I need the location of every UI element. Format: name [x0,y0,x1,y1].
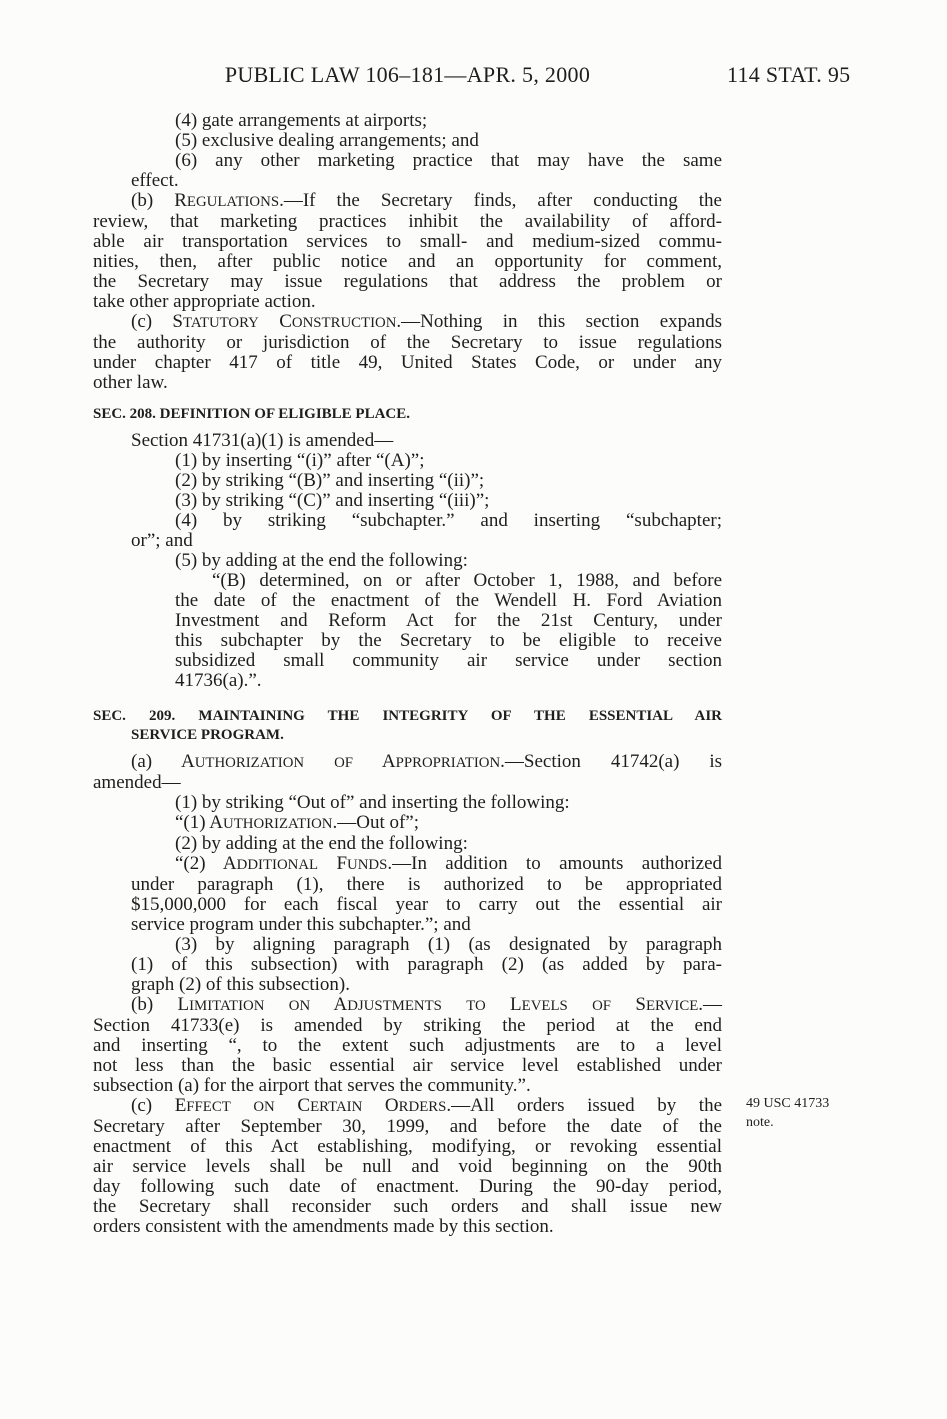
text-line: under chapter 417 of title 49, United States Code, or under any [93,352,722,373]
item-5: (5) exclusive dealing arrangements; and [175,130,479,151]
small-caps-letters: FFECT [186,1099,231,1115]
quoted-paragraph-2-first-line [93,854,722,875]
quoted-paragraph-1 [93,813,722,834]
running-header-title: PUBLIC LAW 106–181—APR. 5, 2000 [224,62,591,87]
quoted-text-line: $15,000,000 for each fiscal year to carry out the essential air [131,894,722,915]
quoted-label: “(1) [175,812,210,833]
text-line: not less than the basic essential air service level established under [93,1055,722,1076]
margin-note [746,1094,829,1132]
quoted-label: “(2) [175,853,223,874]
quoted-text-line: “(B) determined, on or after October 1, 1988, and before [212,570,722,591]
quoted-heading: AUTHORIZATION [209,812,333,833]
text-line: enactment of this Act establishing, modifying, or revoking essential [93,1136,722,1157]
small-caps-letters: DDITIONAL [236,857,319,873]
quoted-text-line: this subchapter by the Secretary to be eligible to receive [175,630,722,651]
small-caps-letters: TATUTORY [182,315,259,331]
quoted-heading: ADDITIONAL FUNDS [222,853,388,874]
subsection-label: (c) [131,311,173,332]
quoted-text-line: Investment and Reform Act for the 21st Century, under [175,610,722,631]
section-209-body [93,752,722,1237]
subsection-heading: EFFECT ON CERTAIN ORDERS [174,1095,447,1116]
section-209-heading-block [93,707,722,745]
margin-note-label: note. [746,1115,774,1130]
small-caps-letters: ERVICE [645,998,699,1014]
quoted-text-line: subsidized small community air service under section [175,650,722,671]
subsection-b-first-line [93,995,722,1016]
text-line: subsection (a) for the airport that serves the community.”. [93,1075,531,1096]
small-caps-letters: ONSTRUCTION [291,315,397,331]
text-segment: .—If the Secretary finds, after conducting the [279,190,722,211]
small-caps-letters: OF [334,755,353,771]
text-line: orders consistent with the amendments made by this section. [93,1216,554,1237]
item-4: (4) gate arrangements at airports; [175,110,428,131]
small-caps-letters: TO [466,998,486,1014]
amendment-item-3-line: graph (2) of this subsection). [131,974,350,995]
text-segment: .—Section 41742(a) is [500,751,722,772]
amendment-item-2: (2) by striking “(B)” and inserting “(ii)”; [175,470,485,491]
small-caps-letters: IMITATION [189,998,265,1014]
quoted-text-line: 41736(a).”. [175,670,262,691]
page-number: 114 STAT. 95 [727,62,851,87]
text-line: and inserting “, to the extent such adjustments are to a level [93,1035,722,1056]
quoted-text-line: under paragraph (1), there is authorized to be appropriated [131,874,722,895]
amendment-item-1: (1) by inserting “(i)” after “(A)”; [175,450,425,471]
text-line: the authority or jurisdiction of the Secretary to issue regulations [93,332,722,353]
subsection-heading: STATUTORY CONSTRUCTION [172,311,397,332]
amendment-item-5: (5) by adding at the end the following: [175,550,468,571]
section-208-heading-block [93,405,722,424]
subsection-label: (c) [131,1095,175,1116]
text-line: Secretary after September 30, 1999, and before the date of the [93,1116,722,1137]
subsection-b-first-line [93,191,722,212]
subsection-heading: LIMITATION ON ADJUSTMENTS TO LEVELS OF SERVICE [177,994,699,1015]
amendment-item-2: (2) by adding at the end the following: [175,833,468,854]
small-caps-letters: ON [253,1099,275,1115]
amendment-item-4-line: or”; and [131,530,193,551]
section-intro: Section 41731(a)(1) is amended— [131,430,394,451]
subsection-label: (b) [131,994,178,1015]
amendment-item-3-line: (1) of this subsection) with paragraph (2) (as added by para- [131,954,722,975]
text-segment: .—In addition to amounts authorized [387,853,722,874]
text-line: other law. [93,372,168,393]
text-line: review, that marketing practices inhibit the availability of afford- [93,211,722,232]
text-line: day following such date of enactment. During the 90-day period, [93,1176,722,1197]
section-208-body [93,431,722,691]
section-heading-line: SERVICE PROGRAM. [131,727,284,743]
quoted-text-line: service program under this subchapter.”; and [131,914,471,935]
small-caps-letters: DJUSTMENTS [347,998,442,1014]
small-caps-letters: EVELS [521,998,568,1014]
margin-note-citation: 49 USC 41733 [746,1096,830,1111]
subsection-heading: REGULATIONS [174,190,280,211]
text-line: able air transportation services to small- and medium-sized commu- [93,231,722,252]
amendment-item-3-line: (3) by aligning paragraph (1) (as designated by paragraph [175,934,722,955]
subsection-heading: AUTHORIZATION OF APPROPRIATION [180,751,501,772]
subsection-label: (a) [131,751,181,772]
subsection-c-first-line [93,1096,722,1117]
section-heading: SEC. 208. DEFINITION OF ELIGIBLE PLACE. [93,406,411,422]
subsection-a-first-line [93,752,722,773]
subsection-c-first-line [93,312,722,333]
text-line: air service levels shall be null and void beginning on the 90th [93,1156,722,1177]
section-heading-line: SEC. 209. MAINTAINING THE INTEGRITY OF THE ESSENTIAL AIR [93,708,722,724]
amendment-item-1: (1) by striking “Out of” and inserting the following: [175,792,570,813]
text-segment: .—All orders issued by the [446,1095,723,1116]
text-segment: .— [698,994,723,1015]
small-caps-letters: UNDS [347,857,388,873]
small-caps-letters: UTHORIZATION [223,816,333,832]
small-caps-letters: ON [288,998,311,1014]
item-6-line: effect. [131,170,179,191]
small-caps-letters: OF [592,998,612,1014]
item-6-line: (6) any other marketing practice that may have the same [175,150,722,171]
small-caps-letters: RDERS [398,1099,447,1115]
small-caps-letters: UTHORIZATION [194,755,305,771]
small-caps-letters: EGULATIONS [186,194,280,210]
text-segment: .—Out of”; [332,812,420,833]
text-line: amended— [93,772,181,793]
text-line: the Secretary may issue regulations that address the problem or [93,271,722,292]
quoted-text-line: the date of the enactment of the Wendell H. Ford Aviation [175,590,722,611]
amendment-item-4-line: (4) by striking “subchapter.” and inserting “subchapter; [175,510,722,531]
text-segment: .—Nothing in this section expands [396,311,722,332]
section-207-continuation [93,111,722,393]
amendment-item-3: (3) by striking “(C)” and inserting “(iii)”; [175,490,490,511]
text-line: nities, then, after public notice and an opportunity for comment, [93,251,722,272]
subsection-label: (b) [131,190,175,211]
text-line: the Secretary shall reconsider such orders and shall issue new [93,1196,722,1217]
small-caps-letters: PPROPRIATION [395,755,501,771]
text-line: Section 41733(e) is amended by striking the period at the end [93,1015,722,1036]
text-line: take other appropriate action. [93,291,316,312]
small-caps-letters: ERTAIN [310,1099,363,1115]
